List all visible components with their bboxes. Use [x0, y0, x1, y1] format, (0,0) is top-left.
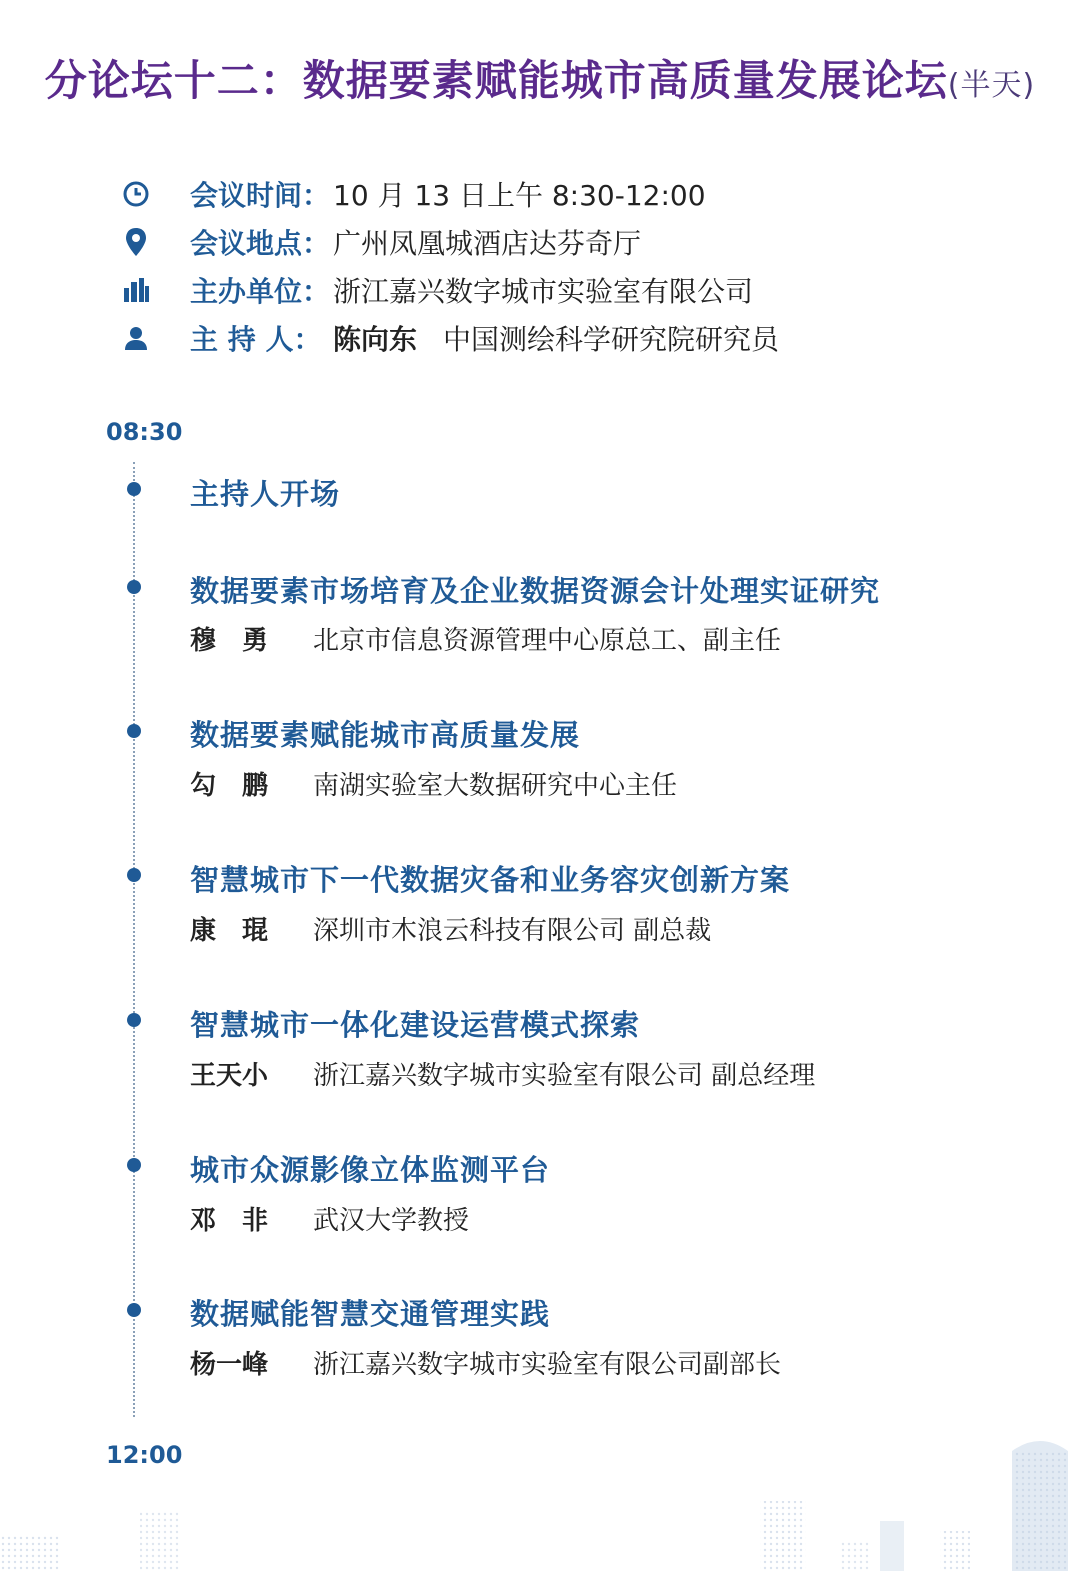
info-venue-value: 广州凤凰城酒店达芬奇厅 — [333, 227, 642, 260]
info-organizer-value: 浙江嘉兴数字城市实验室有限公司 — [333, 275, 754, 308]
buildings-icon — [118, 272, 154, 308]
agenda-speaker — [190, 1055, 815, 1092]
info-time-value: 10 月 13 日上午 8:30-12:00 — [333, 179, 706, 212]
timeline-dot — [127, 1303, 141, 1317]
agenda-item-title: 主持人开场 — [190, 477, 341, 511]
title-main: 分论坛十二：数据要素赋能城市高质量发展论坛 — [44, 56, 948, 105]
agenda-item-title: 数据要素赋能城市高质量发展 — [190, 718, 581, 752]
speaker-affiliation: 武汉大学教授 — [313, 1206, 470, 1236]
agenda-speaker — [190, 1200, 469, 1237]
timeline-dot — [127, 1013, 141, 1027]
location-pin-icon — [118, 224, 154, 260]
info-host-row — [118, 318, 779, 358]
page-title — [0, 48, 1080, 108]
speaker-affiliation: 北京市信息资源管理中心原总工、副主任 — [313, 626, 782, 656]
info-organizer-row — [118, 270, 753, 310]
agenda-item-title: 数据要素市场培育及企业数据资源会计处理实证研究 — [190, 574, 881, 608]
speaker-name: 勾 鹏 — [190, 771, 269, 801]
info-venue-label: 会议地点： — [190, 227, 331, 260]
host-name: 陈向东 — [333, 323, 418, 356]
speaker-name: 王天小 — [190, 1061, 269, 1091]
speaker-affiliation: 南湖实验室大数据研究中心主任 — [313, 771, 678, 801]
speaker-name: 穆 勇 — [190, 626, 269, 656]
timeline-dot — [127, 724, 141, 738]
speaker-affiliation: 浙江嘉兴数字城市实验室有限公司副部长 — [313, 1350, 782, 1380]
speaker-name: 康 琨 — [190, 916, 269, 946]
agenda-speaker — [190, 910, 711, 947]
agenda-item-title: 智慧城市下一代数据灾备和业务容灾创新方案 — [190, 863, 791, 897]
start-time: 08:30 — [106, 418, 183, 446]
end-time: 12:00 — [106, 1441, 183, 1469]
speaker-name: 杨一峰 — [190, 1350, 269, 1380]
person-icon — [118, 320, 154, 356]
host-title: 中国测绘科学研究院研究员 — [443, 323, 780, 356]
timeline-dot — [127, 580, 141, 594]
agenda-item-title: 智慧城市一体化建设运营模式探索 — [190, 1008, 641, 1042]
clock-icon — [118, 176, 154, 212]
skyline-decoration — [0, 1421, 1080, 1571]
speaker-name: 邓 非 — [190, 1206, 269, 1236]
info-host-label: 主 持 人： — [190, 323, 322, 356]
timeline-dot — [127, 868, 141, 882]
speaker-affiliation: 浙江嘉兴数字城市实验室有限公司 副总经理 — [313, 1061, 816, 1091]
info-time-label: 会议时间： — [190, 179, 331, 212]
agenda-item-title: 城市众源影像立体监测平台 — [190, 1153, 551, 1187]
info-organizer-label: 主办单位： — [190, 275, 331, 308]
agenda-speaker — [190, 765, 677, 802]
title-duration: (半天) — [947, 68, 1036, 103]
info-time-row — [118, 174, 706, 214]
agenda-speaker — [190, 1344, 781, 1381]
timeline-dot — [127, 1158, 141, 1172]
agenda-speaker — [190, 620, 781, 657]
info-venue-row — [118, 222, 641, 262]
timeline-dot — [127, 482, 141, 496]
agenda-item-title: 数据赋能智慧交通管理实践 — [190, 1297, 551, 1331]
timeline-line — [133, 462, 135, 1417]
speaker-affiliation: 深圳市木浪云科技有限公司 副总裁 — [313, 916, 712, 946]
